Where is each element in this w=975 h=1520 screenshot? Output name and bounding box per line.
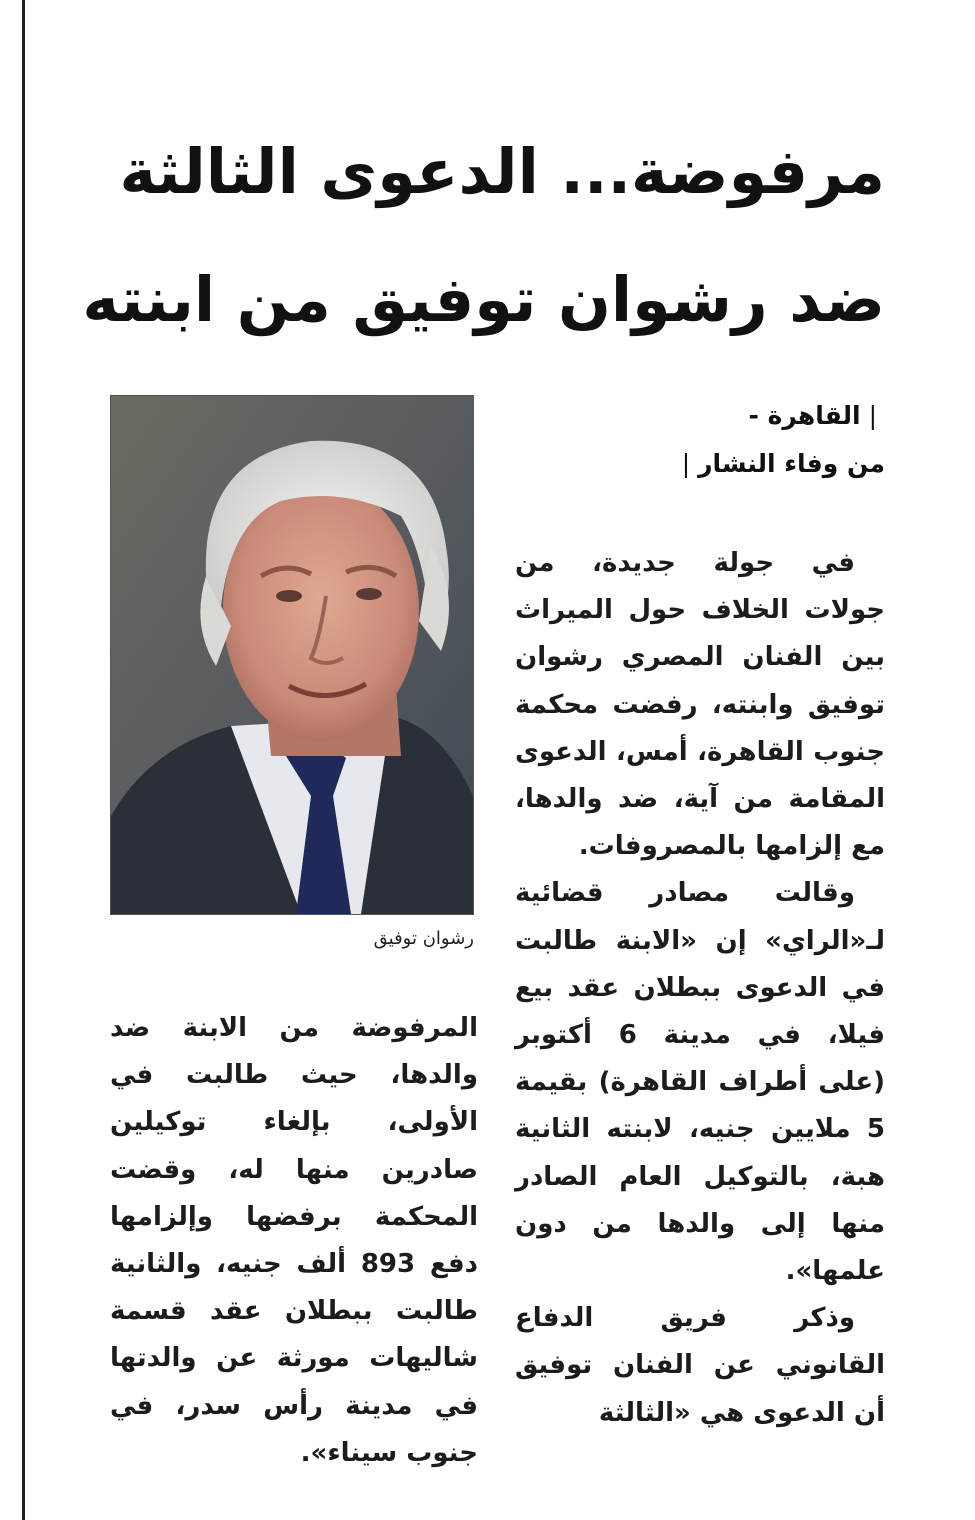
headline	[82, 108, 885, 364]
byline-city: القاهرة -	[748, 401, 861, 430]
headline-line-2: ضد رشوان توفيق من ابنته	[82, 263, 885, 336]
byline-bar-icon: |	[681, 449, 691, 478]
headline-line-1: مرفوضة... الدعوى الثالثة	[119, 135, 885, 208]
byline-city-row	[565, 392, 885, 440]
byline-author-row	[565, 440, 885, 488]
portrait-illustration	[111, 396, 473, 914]
photo-caption: رشوان توفيق	[373, 928, 474, 949]
portrait-photo	[110, 395, 474, 915]
byline-bar-icon: |	[868, 401, 877, 430]
article-column-left	[110, 1005, 478, 1477]
byline-author: من وفاء النشار	[698, 449, 885, 478]
byline	[565, 392, 885, 488]
article-column-right	[515, 540, 885, 1437]
paragraph-continued: المرفوضة من الابنة ضد والدها، حيث طالبت في الأولى، بإلغاء توكيلين صادرين منها له، وقضت المحكمة برفضها وإلزامها دفع 893 ألف جنيه، والثانية طالبت ببطلان عقد قسمة شاليهات مورثة عن والدتها في مدينة رأس سدر، في جنوب سيناء».	[110, 1013, 478, 1468]
paragraph-3: وذكر فريق الدفاع القانوني عن الفنان توفيق أن الدعوى هي «الثالثة	[515, 1303, 885, 1428]
paragraph-1: في جولة جديدة، من جولات الخلاف حول الميراث بين الفنان المصري رشوان توفيق وابنته، رفضت محكمة جنوب القاهرة، أمس، الدعوى المقامة من آية، ضد والدها، مع إلزامها بالمصروفات.	[515, 548, 885, 862]
paragraph-2: وقالت مصادر قضائية لـ«الراي» إن «الابنة طالبت في الدعوى ببطلان عقد بيع فيلا، في مدينة 6 أكتوبر (على أطراف القاهرة) بقيمة 5 ملايين جنيه، لابنته الثانية هبة، بالتوكيل العام الصادر منها إلى والدها من دون علمها».	[515, 878, 886, 1287]
